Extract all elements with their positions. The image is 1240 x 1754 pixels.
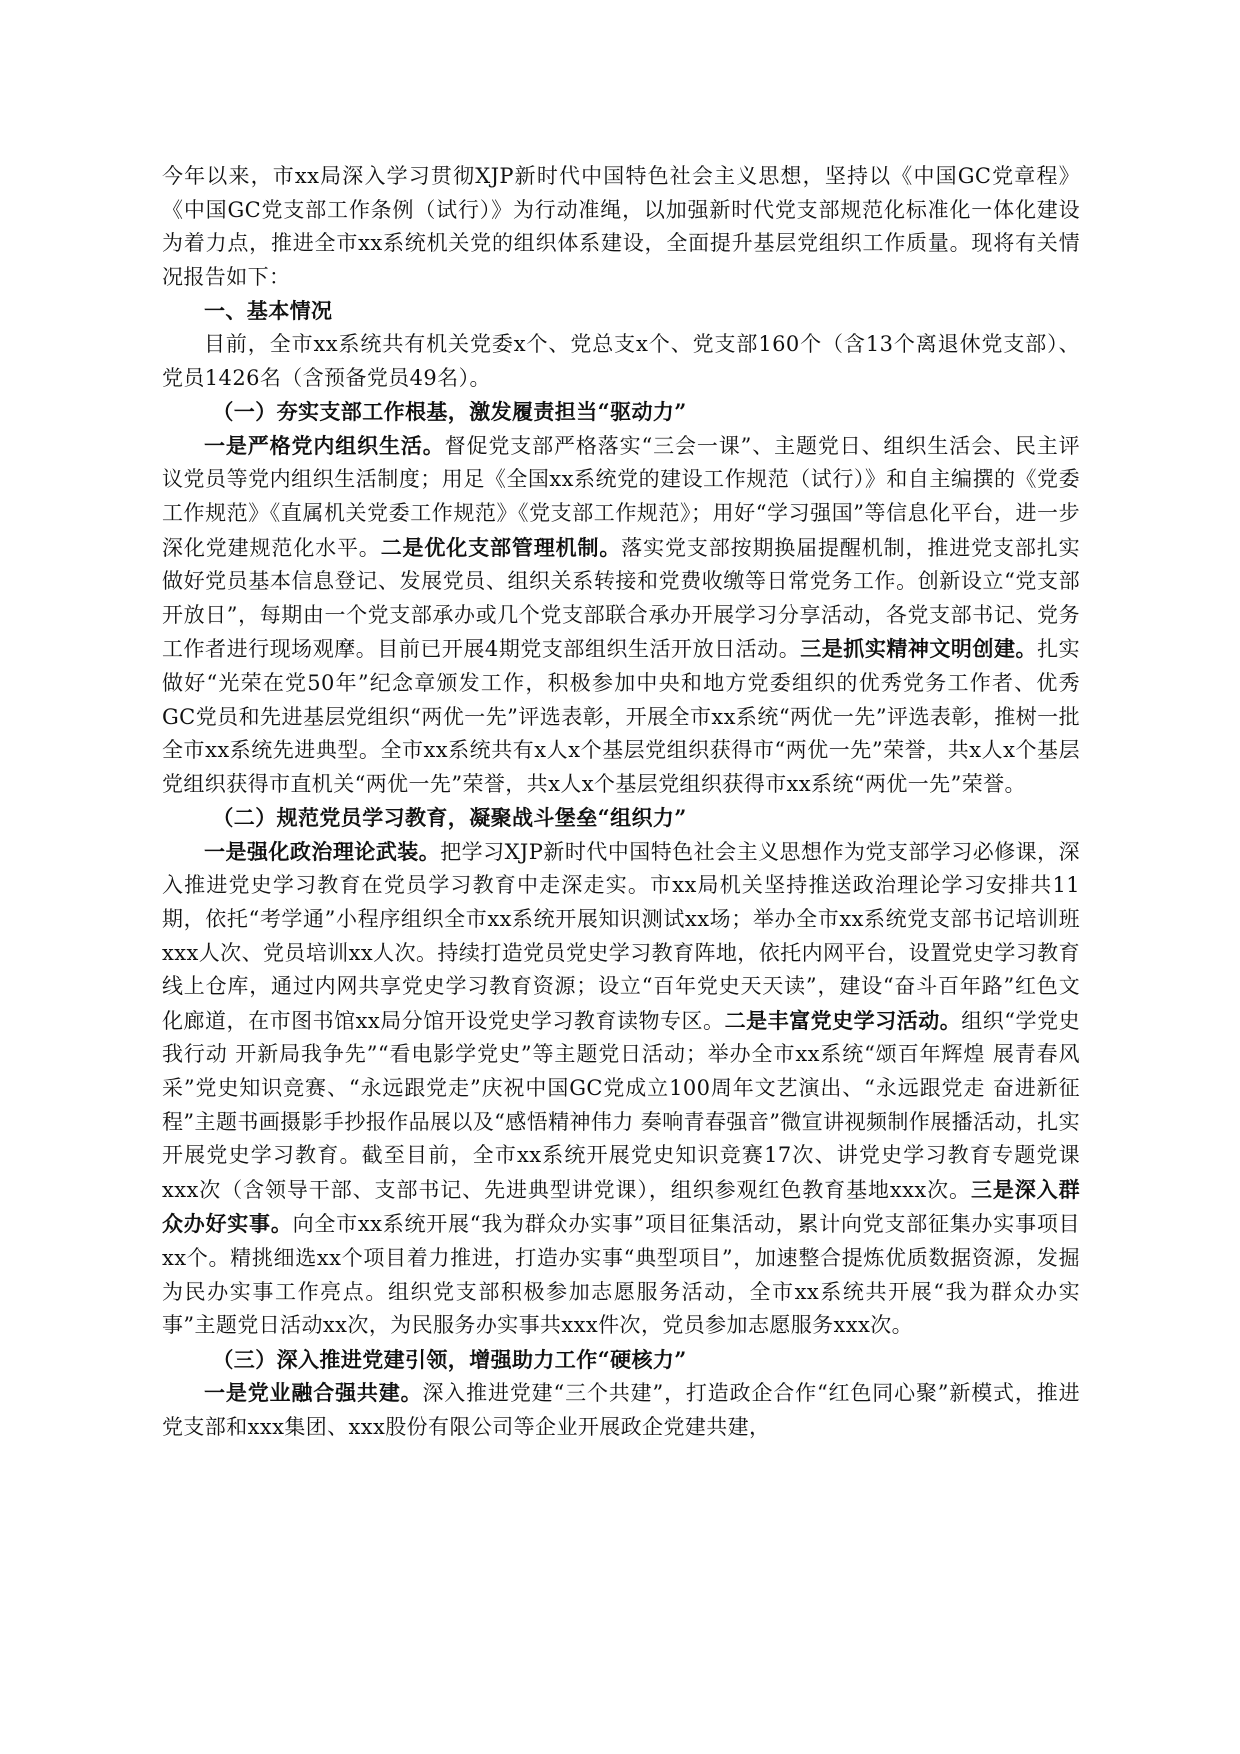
- lead-phrase: 三是抓实精神文明创建。: [800, 636, 1038, 662]
- lead-phrase: 一是党业融合强共建。: [204, 1380, 423, 1406]
- body-text: 扎实做好“光荣在党50年”纪念章颁发工作，积极参加中央和地方党委组织的优秀党务工作者、优秀GC党员和先进基层党组织“两优一先”评选表彰，开展全市xx系统“两优一先”评选表彰，推树一批全市xx系统先进典型。全市xx系统共有x人x个基层党组织获得市“两优一先”荣誉，共x人x个基层党组织获得市直机关“两优一先”荣誉，共x人x个基层党组织获得市xx系统“两优一先”荣誉。: [162, 637, 1080, 796]
- document-page: [162, 160, 1080, 1445]
- intro-paragraph: 今年以来，市xx局深入学习贯彻XJP新时代中国特色社会主义思想，坚持以《中国GC党章程》《中国GC党支部工作条例（试行）》为行动准绳，以加强新时代党支部规范化标准化一体化建设为着力点，推进全市xx系统机关党的组织体系建设，全面提升基层党组织工作质量。现将有关情况报告如下：: [162, 164, 1080, 289]
- lead-phrase: 二是丰富党史学习活动。: [724, 1007, 962, 1033]
- lead-phrase: 三是深入群众办好实事。: [162, 1176, 1080, 1237]
- basic-info-paragraph: 目前，全市xx系统共有机关党委x个、党总支x个、党支部160个（含13个离退休党支部）、党员1426名（含预备党员49名）。: [162, 331, 1080, 390]
- subsection-1-paragraph: [162, 429, 1080, 802]
- subsection-heading-2: （二）规范党员学习教育，凝聚战斗堡垒“组织力”: [212, 805, 687, 831]
- subsection-2-paragraph: [162, 835, 1080, 1343]
- body-text: 落实党支部按期换届提醒机制，推进党支部扎实做好党员基本信息登记、发展党员、组织关系转接和党费收缴等日常党务工作。创新设立“党支部开放日”，每期由一个党支部承办或几个党支部联合承办开展学习分享活动，各党支部书记、党务工作者进行现场观摩。目前已开展4期党支部组织生活开放日活动。: [162, 535, 1080, 662]
- body-text: 深入推进党建“三个共建”，打造政企合作“红色同心聚”新模式，推进党支部和xxx集团、xxx股份有限公司等企业开展政企党建共建，: [162, 1381, 1080, 1439]
- body-text: 把学习XJP新时代中国特色社会主义思想作为党支部学习必修课，深入推进党史学习教育在党员学习教育中走深走实。市xx局机关坚持推送政治理论学习安排共11期，依托“考学通”小程序组织全市xx系统开展知识测试xx场；举办全市xx系统党支部书记培训班xxx人次、党员培训xx人次。持续打造党员党史学习教育阵地，依托内网平台，设置党史学习教育线上仓库，通过内网共享党史学习教育资源；设立“百年党史天天读”，建设“奋斗百年路”红色文化廊道，在市图书馆xx局分馆开设党史学习教育读物专区。: [162, 839, 1080, 1033]
- lead-phrase: 一是强化政治理论武装。: [204, 838, 441, 864]
- body-text: 督促党支部严格落实“三会一课”、主题党日、组织生活会、民主评议党员等党内组织生活制度；用足《全国xx系统党的建设工作规范（试行）》和自主编撰的《党委工作规范》《直属机关党委工作规范》《党支部工作规范》；用好“学习强国”等信息化平台，进一步深化党建规范化水平。: [162, 433, 1080, 560]
- lead-phrase: 二是优化支部管理机制。: [380, 534, 622, 560]
- body-text: 组织“学党史我行动 开新局我争先”“看电影学党史”等主题党日活动；举办全市xx系统“颂百年辉煌 展青春风采”党史知识竞赛、“永远跟党走”庆祝中国GC党成立100周年文艺演出、“永远跟党走 奋进新征程”主题书画摄影手抄报作品展以及“感悟精神伟力 奏响青春强音”微宣讲视频制作展播活动，扎实开展党史学习教育。截至目前，全市xx系统开展党史知识竞赛17次、讲党史学习教育专题党课xxx次（含领导干部、支部书记、先进典型讲党课），组织参观红色教育基地xxx次。: [162, 1008, 1080, 1202]
- body-text: 向全市xx系统开展“我为群众办实事”项目征集活动，累计向党支部征集办实事项目xx个。精挑细选xx个项目着力推进，打造办实事“典型项目”，加速整合提炼优质数据资源，发掘为民办实事工作亮点。组织党支部积极参加志愿服务活动，全市xx系统共开展“我为群众办实事”主题党日活动xx次，为民服务办实事共xxx件次，党员参加志愿服务xxx次。: [162, 1212, 1080, 1338]
- subsection-3-paragraph: [162, 1376, 1080, 1444]
- section-heading-basic: 一、基本情况: [204, 298, 333, 324]
- subsection-heading-1: （一）夯实支部工作根基，激发履责担当“驱动力”: [212, 399, 687, 425]
- subsection-heading-3: （三）深入推进党建引领，增强助力工作“硬核力”: [212, 1346, 687, 1372]
- lead-phrase: 一是严格党内组织生活。: [204, 432, 445, 458]
